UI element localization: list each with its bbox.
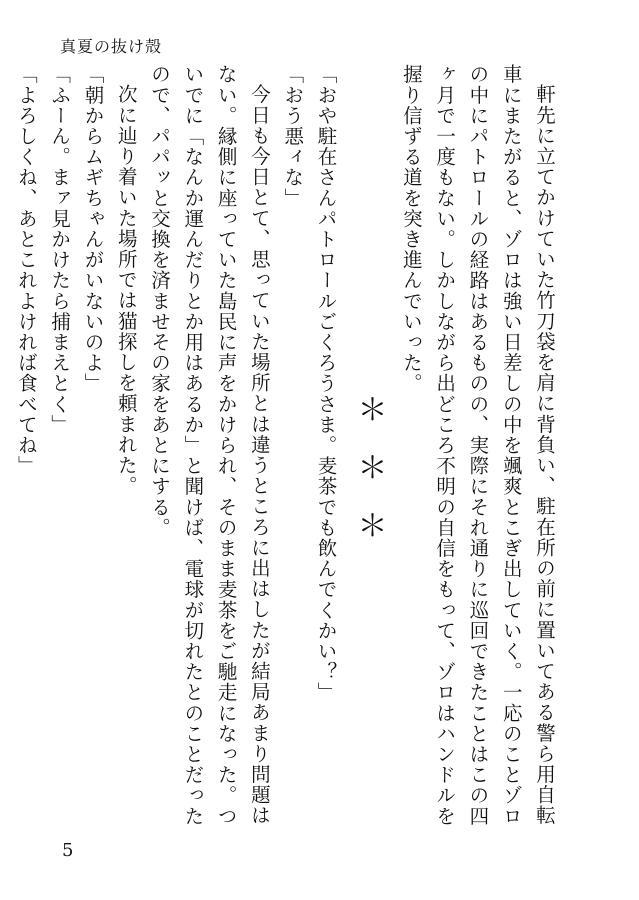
running-header-title: 真夏の抜け殻: [60, 37, 163, 56]
paragraph: 次に辿り着いた場所では猫探しを頼まれた。: [114, 83, 138, 496]
dialogue-line: 「おや駐在さんパトロールごくろうさま。麦茶でも飲んでくかい？」: [314, 64, 338, 703]
dialogue-line: 「ふーん。まァ見かけたら捕まえとく」: [48, 64, 72, 435]
dialogue-line: 「おう悪ィな」: [281, 64, 305, 209]
paragraph: 軒先に立てかけていた竹刀袋を肩に背負い、駐在所の前に置いてある警ら用自転車にまたがると、ゾロは強い日差しの中を颯爽とこぎ出していく。一応のことゾロの中にパトロールの経路はあるものの、実際にそれ通りに巡回できたことはこの四ヶ月で一度もない。しかしながら出どころ不明の自信をもって、ゾロはハンドルを握り信ずる道を突き進んでいった。: [399, 64, 556, 827]
dialogue-line: 「朝からムギちゃんがいないのよ」: [81, 64, 105, 394]
page-number: 5: [62, 840, 74, 861]
dialogue-line: 「よろしくね、あとこれよければ食べてね」: [14, 64, 38, 476]
vertical-body-text: [14, 64, 561, 834]
scene-separator: ＊＊＊: [351, 394, 387, 568]
paragraph: 今日も今日とて、思っていた場所とは違うところに出はしたが結局あまり問題はない。縁側に座っていた島民に声をかけられ、そのまま麦茶をご馳走になった。ついでに「なんか運んだりとか用はあるか」と聞けば、電球が切れたとのことだったので、パパッと交換を済ませその家をあとにする。: [148, 64, 271, 827]
